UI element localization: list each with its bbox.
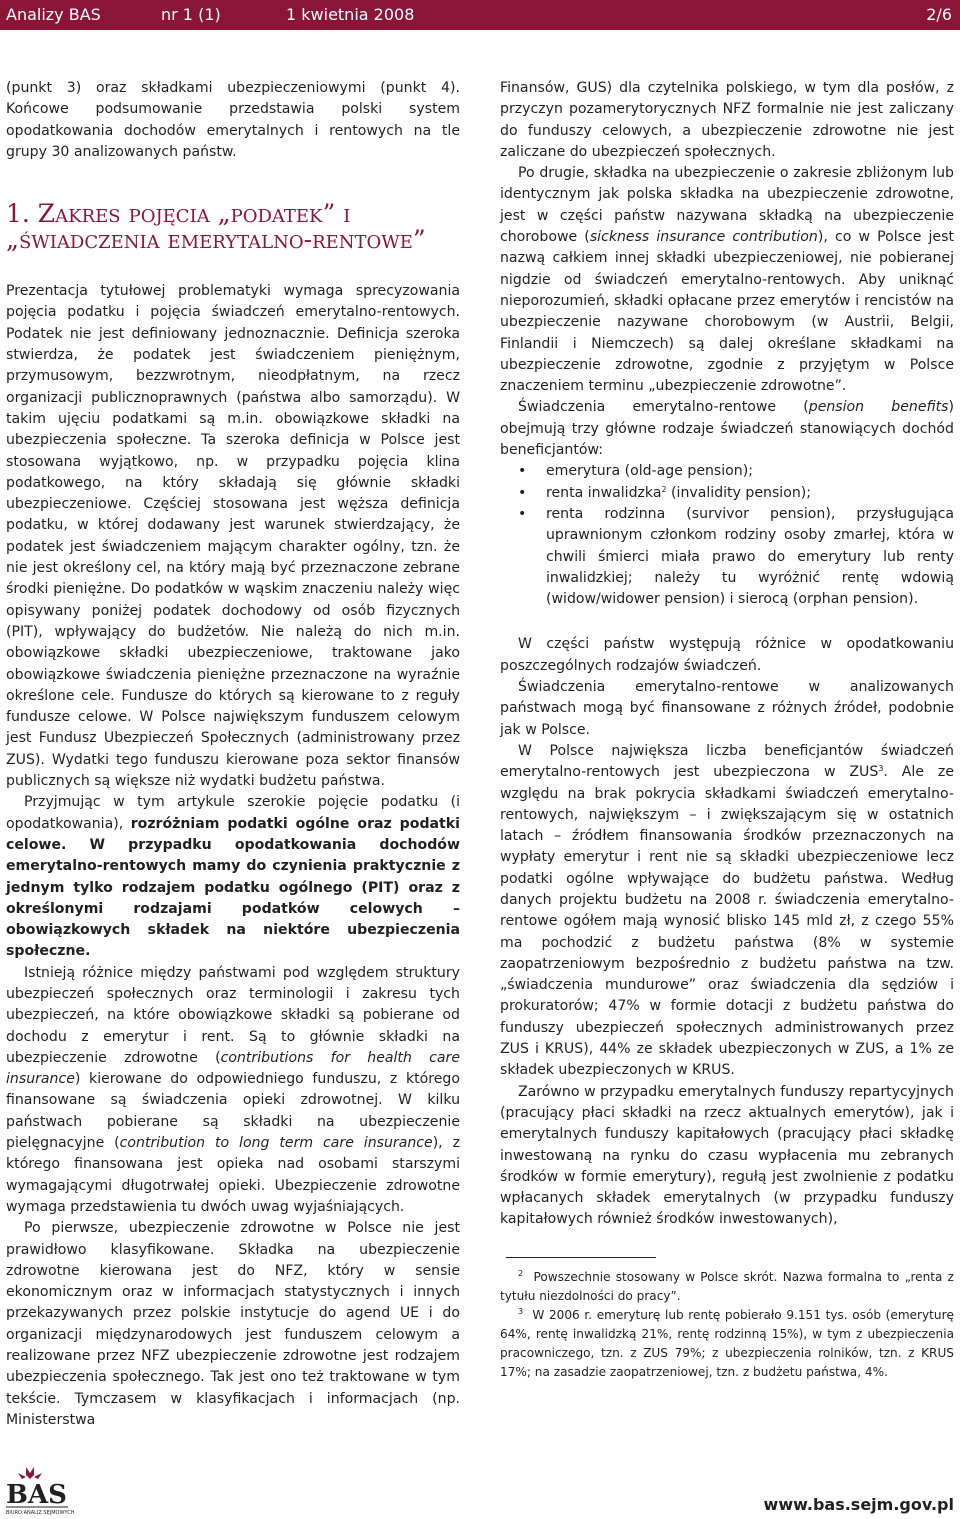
bas-logo — [4, 1465, 124, 1515]
issue-date: 1 kwietnia 2008 — [286, 5, 415, 24]
paragraph: Prezentacja tytułowej problematyki wymaga sprecyzowania pojęcia podatku i pojęcia świadczeń emerytalno-rentowych. Podatek nie jest definiowany jednoznacznie. Definicja szeroka stwierdza, że podatek jest świadczeniem pieniężnym, przymusowym, bezzwrotnym, nieodpłatnym, na rzecz organizacji publicznoprawnych (państwa albo samorządu). W takim ujęciu podatkami są m.in. obowiązkowe składki na ubezpieczenia społeczne. Ta szeroka definicja w Polsce jest stosowana wyjątkowo, np. w przypadku pojęcia klina podatkowego, na który składają się głównie składki ubezpieczeniowe. Częściej stosowana jest węższa definicja podatku, w której dodawany jest warunek stwierdzający, że podatek jest świadczeniem mającym charakter ogólny, tzn. że nie jest określony cel, na który mają być przeznaczone zebrane środki pieniężne. Do podatków w wąskim znaczeniu należy więc opisywany poniżej podatek dochodowy od osób fizycznych (PIT), wpływający do budżetów. Nie należą do nich m.in. obowiązkowe składki ubezpieczeniowe, traktowane jako obowiązkowe świadczenia pieniężne przeznaczone na wyraźnie określone cele. Fundusze do których są kierowane to z reguły fundusze celowe. W Polsce największym funduszem celowym jest Fundusz Ubezpieczeń Społecznych (administrowany przez ZUS). Wydatki tego funduszu kierowane poza sektor finansów publicznych są większe niż wydatki budżetu państwa. — [6, 283, 460, 790]
paragraph: Istnieją różnice między państwami pod względem struktury ubezpieczeń społecznych oraz terminologii i zakresu tych ubezpieczeń, na które obowiązkowe składki są pobierane od dochodu z emerytur i rent. Są to głównie składki na ubezpieczenie zdrowotne (contributions for health care insurance) kierowane do odpowiedniego funduszu, z którego finansowane są świadczenia opieki zdrowotnej. W kilku państwach pobierane są składki na ubezpieczenie pielęgnacyjne (contribution to long term care insurance), z którego finansowana jest opieka nad osobami starszymi wymagającymi długotrwałej opieki. Ubezpieczenie zdrowotne wymaga przedstawienia tu dwóch uwag wyjaśniających. — [6, 964, 460, 1215]
page-header — [0, 0, 960, 30]
right-column — [500, 78, 954, 1382]
left-column — [6, 78, 460, 1431]
paragraph: Przyjmując w tym artykule szerokie pojęcie podatku (i opodatkowania), rozróżniam podatki ogólne oraz podatki celowe. W przypadku opodatkowania dochodów emerytalno-rentowych mamy do czynienia praktycznie z jednym tylko rodzajem podatku ogólnego (PIT) oraz z określonymi rodzajami podatków celowych – obowiązkowych składek na niektóre ubezpieczenia społeczne. — [6, 794, 460, 960]
paragraph: Zarówno w przypadku emerytalnych funduszy repartycyjnych (pracujący płaci składki na rzecz aktualnych emerytów), jak i emerytalnych funduszy kapitałowych (pracujący płaci składkę inwestowaną na rynku do czasu wypłacenia mu zebranych środków w formie emerytury), regułą jest zwolnienie z podatku wpłacanych składek emerytalnych (w przypadku funduszy kapitałowych również środków inwestowanych), — [500, 1083, 954, 1228]
list-item: • renta rodzinna (survivor pension), przysługująca uprawnionym członkom rodziny osoby zmarłej, która w chwili śmierci miała prawo do emerytury lub renty inwalidzkiej; należy tu wyróżnić rentę wdowią (widow/widower pension) i sierocą (orphan pension). — [546, 504, 954, 610]
paragraph: Po pierwsze, ubezpieczenie zdrowotne w Polsce nie jest prawidłowo klasyfikowane. Składka na ubezpieczenie zdrowotne kierowana jest do NFZ, który w sensie ekonomicznym oraz w informacjach statystycznych i innych przekazywanych przez polskie instytucje do agend UE i do organizacji międzynarodowych jest funduszem celowym a realizowane przez NFZ ubezpieczenie zdrowotne jest rodzajem ubezpieczenia społecznego. Tak jest ono też traktowane w tym tekście. Tymczasem w klasyfikacjach i informacjach (np. Ministerstwa — [6, 1220, 460, 1428]
paragraph: Świadczenia emerytalno-rentowe w analizowanych państwach mogą być finansowane z różnych źródeł, podobnie jak w Polsce. — [500, 679, 954, 738]
list-item: • renta inwalidzka$^2$ (invalidity pension); — [546, 483, 954, 504]
logo-text: BAS — [6, 1480, 67, 1510]
publication-title: Analizy BAS — [6, 5, 101, 24]
footnote-ref: 3 — [878, 764, 884, 774]
issue-number: nr 1 (1) — [161, 5, 221, 24]
footer-url[interactable]: www.bas.sejm.gov.pl — [763, 1495, 954, 1514]
footnote-divider — [506, 1257, 656, 1258]
paragraph: Świadczenia emerytalno-rentowe (pension benefits) obejmują trzy główne rodzaje świadczeń stanowiących dochód beneficjantów: — [500, 399, 954, 459]
list-item: • emerytura (old-age pension); — [546, 461, 954, 482]
paragraph: Finansów, GUS) dla czytelnika polskiego, w tym dla posłów, z przyczyn pozamerytorycznych NFZ formalnie nie jest zaliczany do funduszy celowych, a ubezpieczenie zdrowotne nie jest zaliczane do ubezpieczeń społecznych. — [500, 80, 954, 160]
footnote: $^2$ Powszechnie stosowany w Polsce skrót. Nazwa formalna to „renta z tytułu niezdolności do pracy”. — [500, 1268, 954, 1303]
paragraph: W Polsce największa liczba beneficjantów świadczeń emerytalno-rentowych jest ubezpieczona w ZUS$^3$. Ale ze względu na brak pokrycia składkami świadczeń emerytalno-rentowych, największym – i zwiększającym się w ostatnich latach – źródłem finansowania środków przeznaczonych na wypłaty emerytur i rent nie są składki ubezpieczeniowe lecz podatki ogólne wpływające do budżetu państwa. Według danych projektu budżetu na 2008 r. świadczenia emerytalno-rentowe ogółem mają wynosić blisko 145 mld zł, z czego 55% ma pochodzić z budżetu państwa (8% w systemie zaopatrzeniowym bezpośrednio z budżetu państwa na tzw. „świadczenia mundurowe” oraz świadczenia dla sędziów i prokuratorów; 47% w formie dotacji z budżetu państwa do funduszy ubezpieczeń społecznych administrowanych przez ZUS i KRUS), 44% ze składek ubezpieczonych w ZUS, a 1% ze składek ubezpieczonych w KRUS. — [500, 742, 954, 1079]
footnote: $^3$ W 2006 r. emeryturę lub rentę pobierało 9.151 tys. osób (emeryturę 64%, rentę inwalidzką 21%, rentę rodzinną 15%), w tym z ubezpieczenia pracowniczego, tzn. z ZUS 79%; z ubezpieczenia rolników, tzn. z KRUS 17%; na zasadzie zaopatrzeniowej, tzn. z budżetu państwa, 4%. — [500, 1306, 954, 1379]
section-heading: 1. Zakres pojęcia „podatek” i „świadczenia emerytalno-rentowe” — [6, 199, 426, 255]
benefit-list — [500, 461, 954, 610]
paragraph: (punkt 3) oraz składkami ubezpieczeniowymi (punkt 4). Końcowe podsumowanie przedstawia polski system opodatkowania dochodów emerytalnych i rentowych na tle grupy 30 analizowanych państw. — [6, 80, 460, 160]
eagle-icon — [4, 1465, 124, 1515]
logo-subtitle: BIURO ANALIZ SEJMOWYCH — [6, 1510, 75, 1515]
page-number: 2/6 — [926, 5, 952, 24]
paragraph: Po drugie, składka na ubezpieczenie o zakresie zbliżonym lub identycznym jak polska składka na ubezpieczenie zdrowotne, jest w części państw nazywana składką na ubezpieczenie chorobowe (sickness insurance contribution), co w Polsce jest nazwą całkiem innej składki ubezpieczeniowej, nie pobieranej nigdzie od świadczeń emerytalno-rentowych. Aby uniknąć nieporozumień, składki opłacane przez emerytów i rencistów na ubezpieczenie nazywane chorobowym (w Austrii, Belgii, Finlandii i Niemczech) są dalej określane składkami na ubezpieczenie zdrowotne, zgodnie z przyjętym w Polsce znaczeniem terminu „ubezpieczenie zdrowotne”. — [500, 165, 954, 395]
footnote-ref: 2 — [661, 484, 667, 494]
paragraph: W części państw występują różnice w opodatkowaniu poszczególnych rodzajów świadczeń. — [500, 636, 954, 674]
